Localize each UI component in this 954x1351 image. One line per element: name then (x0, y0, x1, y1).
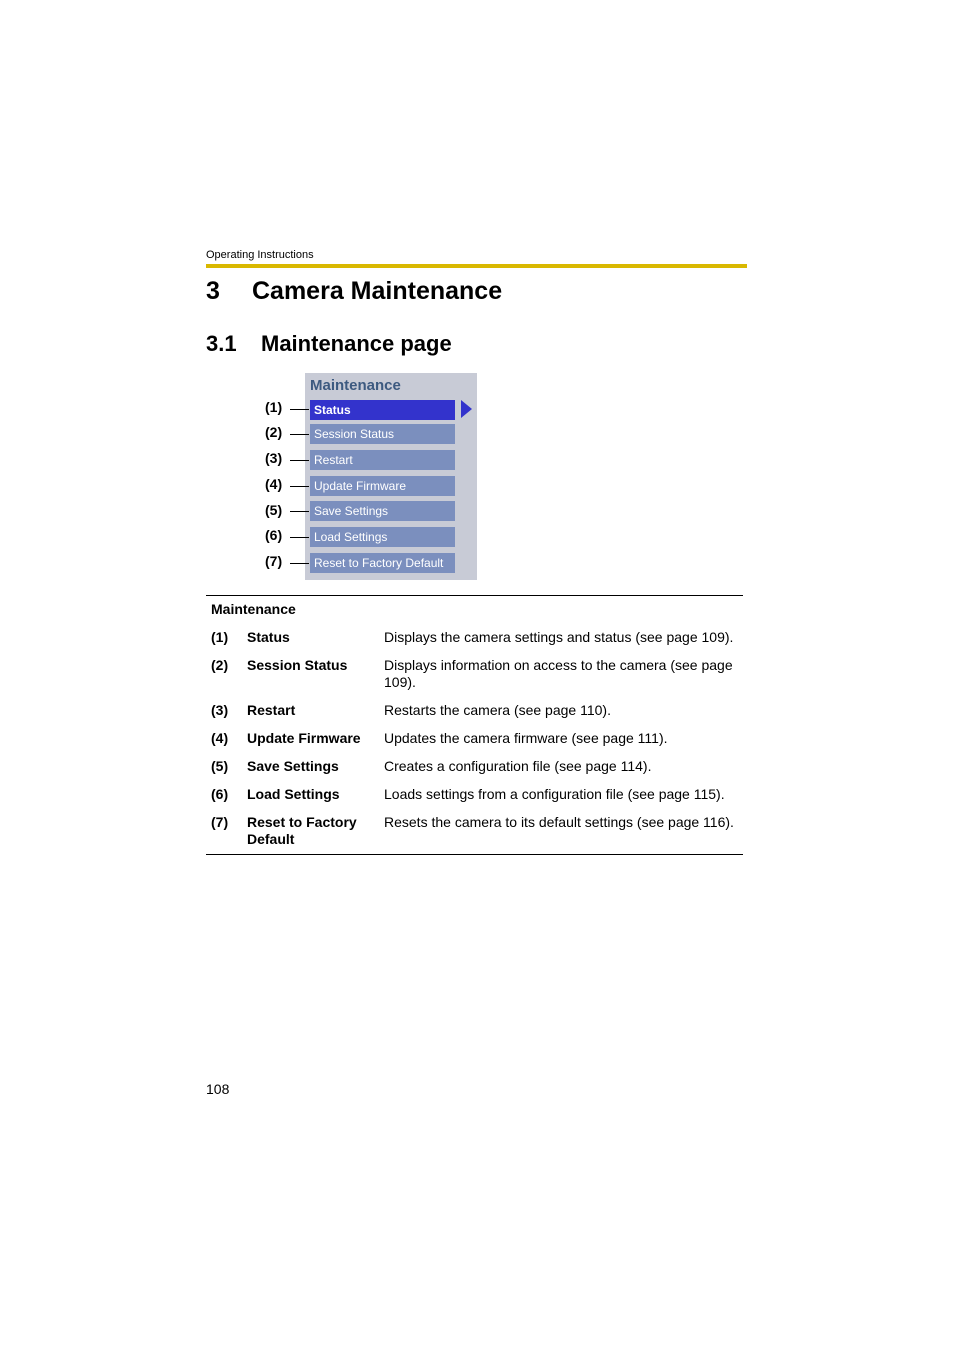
table-row-description: Creates a configuration file (see page 114). (384, 758, 652, 774)
table-row-description: Displays information on access to the camera (see page 109). (384, 657, 733, 690)
table-row-name: Session Status (247, 657, 348, 673)
page-number: 108 (206, 1081, 230, 1097)
menu-button-reset-factory-default[interactable]: Reset to Factory Default (310, 553, 455, 573)
callout-7: (7) (265, 553, 283, 569)
callout-leader-line (290, 460, 309, 461)
menu-panel-title: Maintenance (310, 377, 401, 394)
section-title: Maintenance page (261, 331, 452, 356)
table-row-description: Restarts the camera (see page 110). (384, 702, 611, 718)
callout-leader-line (290, 537, 309, 538)
callout-3: (3) (265, 450, 283, 466)
table-row-name: Restart (247, 702, 296, 718)
table-top-rule (206, 595, 743, 596)
menu-button-update-firmware[interactable]: Update Firmware (310, 476, 455, 496)
callout-leader-line (290, 511, 309, 512)
table-row-number: (2) (211, 657, 229, 673)
table-row-number: (4) (211, 730, 229, 746)
callout-leader-line (290, 409, 309, 410)
callout-leader-line (290, 563, 309, 564)
table-title: Maintenance (211, 601, 296, 617)
selected-arrow-icon (461, 400, 472, 418)
menu-button-status[interactable]: Status (310, 400, 455, 420)
chapter-title: Camera Maintenance (252, 277, 503, 305)
chapter-number: 3 (206, 277, 220, 305)
menu-button-save-settings[interactable]: Save Settings (310, 501, 455, 521)
table-row-name: Update Firmware (247, 730, 361, 746)
menu-button-load-settings[interactable]: Load Settings (310, 527, 455, 547)
callout-leader-line (290, 486, 309, 487)
table-row-name: Status (247, 629, 290, 645)
table-row-number: (7) (211, 814, 229, 830)
table-bottom-rule (206, 854, 743, 855)
running-head: Operating Instructions (206, 249, 314, 261)
callout-1: (1) (265, 399, 283, 415)
callout-4: (4) (265, 476, 283, 492)
table-row-number: (6) (211, 786, 229, 802)
callout-2: (2) (265, 424, 283, 440)
header-rule (206, 264, 747, 268)
callout-5: (5) (265, 502, 283, 518)
table-row-description: Updates the camera firmware (see page 111). (384, 730, 668, 746)
table-row-name: Save Settings (247, 758, 339, 774)
section-heading (206, 331, 452, 357)
table-row-description: Displays the camera settings and status (see page 109). (384, 629, 734, 645)
menu-button-restart[interactable]: Restart (310, 450, 455, 470)
menu-button-session-status[interactable]: Session Status (310, 424, 455, 444)
table-row-number: (1) (211, 629, 229, 645)
callout-leader-line (290, 434, 309, 435)
table-row-number: (3) (211, 702, 229, 718)
table-row-name: Load Settings (247, 786, 340, 802)
callout-6: (6) (265, 527, 283, 543)
table-row-name: Reset to Factory Default (247, 814, 357, 847)
section-number: 3.1 (206, 331, 237, 356)
table-row-number: (5) (211, 758, 229, 774)
table-row-description: Resets the camera to its default settings (see page 116). (384, 814, 734, 830)
table-row-description: Loads settings from a configuration file (see page 115). (384, 786, 725, 802)
chapter-heading (206, 277, 502, 306)
